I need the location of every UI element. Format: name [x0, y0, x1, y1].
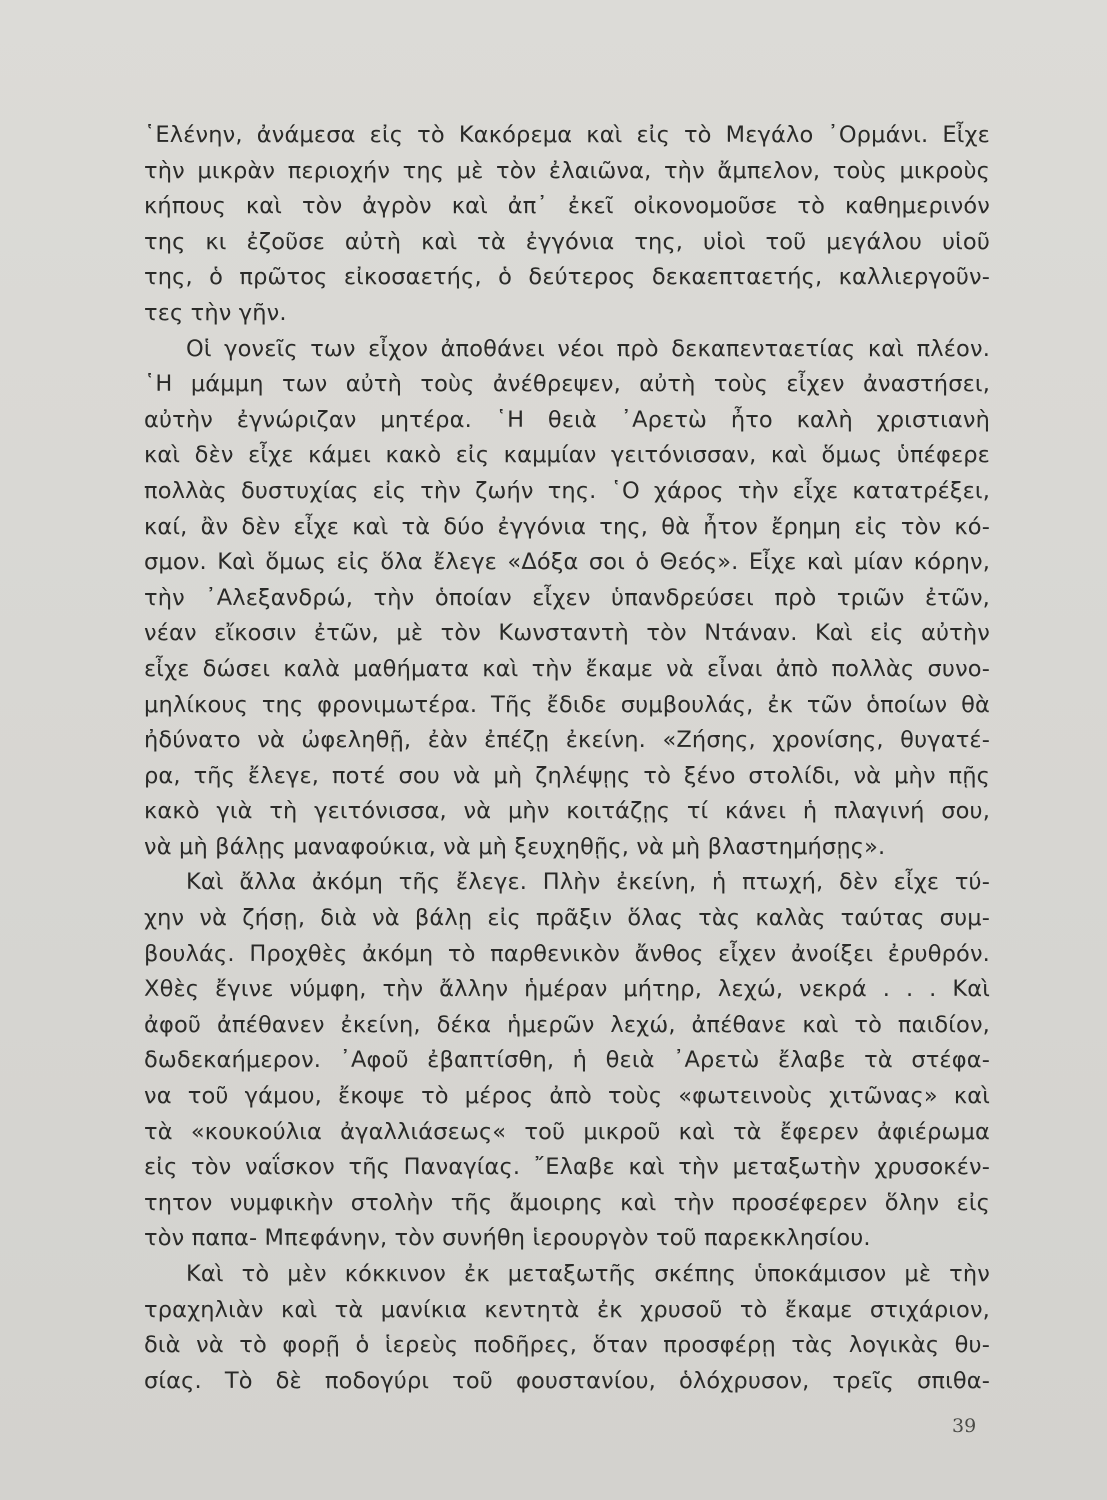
text-line: Χθὲς ἔγινε νύμφη, τὴν ἄλλην ἡμέραν μήτηρ, λεχώ, νεκρά . . . Καὶ [144, 976, 990, 1003]
text-line: καί, ἂν δὲν εἶχε καὶ τὰ δύο ἐγγόνια της, θὰ ἦτον ἔρημη εἰς τὸν κό- [144, 513, 990, 540]
text-line: αὐτὴν ἐγνώριζαν μητέρα. ῾Η θειὰ ᾿Αρετὼ ἦτο καλὴ χριστιανὴ [144, 406, 990, 433]
text-line: Καὶ ἄλλα ἀκόμη τῆς ἔλεγε. Πλὴν ἐκείνη, ἡ πτωχή, δὲν εἶχε τύ- [186, 869, 990, 896]
text-line: να τοῦ γάμου, ἔκοψε τὸ μέρος ἀπὸ τοὺς «φωτεινοὺς χιτῶνας» καὶ [144, 1083, 990, 1110]
text-line: κακὸ γιὰ τὴ γειτόνισσα, νὰ μὴν κοιτάζῃς τί κάνει ἡ πλαγινή σου, [144, 798, 990, 825]
text-line: ἀφοῦ ἀπέθανεν ἐκείνη, δέκα ἡμερῶν λεχώ, ἀπέθανε καὶ τὸ παιδίον, [144, 1011, 990, 1038]
text-line: σμον. Καὶ ὅμως εἰς ὅλα ἔλεγε «Δόξα σοι ὁ Θεός». Εἶχε καὶ μίαν κόρην, [144, 549, 990, 576]
text-line: της κι ἐζοῦσε αὐτὴ καὶ τὰ ἐγγόνια της, υἱοὶ τοῦ μεγάλου υἱοῦ [144, 228, 990, 255]
text-line: ἠδύνατο νὰ ὠφεληθῇ, ἐὰν ἐπέζῃ ἐκείνη. «Ζήσης, χρονίσης, θυγατέ- [144, 727, 990, 754]
text-line: τὰ «κουκούλια ἀγαλλιάσεως« τοῦ μικροῦ καὶ τὰ ἔφερεν ἀφιέρωμα [144, 1118, 990, 1145]
text-line: πολλὰς δυστυχίας εἰς τὴν ζωήν της. ῾Ο χάρος τὴν εἶχε κατατρέξει, [144, 477, 990, 504]
text-line: μηλίκους της φρονιμωτέρα. Τῆς ἔδιδε συμβουλάς, ἐκ τῶν ὁποίων θὰ [144, 691, 990, 718]
text-line: καὶ δὲν εἶχε κάμει κακὸ εἰς καμμίαν γειτόνισσαν, καὶ ὅμως ὑπέφερε [144, 442, 990, 469]
text-line: εἰς τὸν ναΐσκον τῆς Παναγίας. ῎Ελαβε καὶ τὴν μεταξωτὴν χρυσοκέν- [144, 1154, 990, 1181]
text-line: τὸν παπα- Μπεφάνην, τὸν συνήθη ἱερουργὸν τοῦ παρεκκλησίου. [144, 1225, 871, 1252]
text-line: εἶχε δώσει καλὰ μαθήματα καὶ τὴν ἔκαμε νὰ εἶναι ἀπὸ πολλὰς συνο- [144, 655, 990, 682]
body-text [144, 118, 990, 1399]
page-number: 39 [952, 1415, 977, 1437]
text-line: χην νὰ ζήσῃ, διὰ νὰ βάλῃ εἰς πρᾶξιν ὅλας τὰς καλὰς ταύτας συμ- [144, 905, 990, 932]
text-line: της, ὁ πρῶτος εἰκοσαετής, ὁ δεύτερος δεκαεπταετής, καλλιεργοῦν- [144, 264, 990, 291]
text-line: δωδεκαήμερον. ᾿Αφοῦ ἐβαπτίσθη, ἡ θειὰ ᾿Αρετὼ ἔλαβε τὰ στέφα- [144, 1047, 990, 1074]
text-line: τὴν μικρὰν περιοχήν της μὲ τὸν ἐλαιῶνα, τὴν ἄμπελον, τοὺς μικροὺς [144, 157, 990, 184]
text-line: τὴν ᾿Αλεξανδρώ, τὴν ὁποίαν εἶχεν ὑπανδρεύσει πρὸ τριῶν ἐτῶν, [144, 584, 990, 611]
text-line: νὰ μὴ βάλῃς μαναφούκια, νὰ μὴ ξευχηθῇς, νὰ μὴ βλαστημήσῃς». [144, 833, 886, 860]
text-line: διὰ νὰ τὸ φορῇ ὁ ἱερεὺς ποδῆρες, ὅταν προσφέρῃ τὰς λογικὰς θυ- [144, 1332, 990, 1359]
text-line: ρα, τῆς ἔλεγε, ποτέ σου νὰ μὴ ζηλέψῃς τὸ ξένο στολίδι, νὰ μὴν πῇς [144, 762, 990, 789]
text-line: ῾Η μάμμη των αὐτὴ τοὺς ἀνέθρεψεν, αὐτὴ τοὺς εἶχεν ἀναστήσει, [144, 371, 990, 398]
text-line: Οἱ γονεῖς των εἶχον ἀποθάνει νέοι πρὸ δεκαπενταετίας καὶ πλέον. [186, 335, 990, 362]
text-line: Καὶ τὸ μὲν κόκκινον ἐκ μεταξωτῆς σκέπης ὑποκάμισον μὲ τὴν [186, 1261, 990, 1287]
text-line: ῾Ελένην, ἀνάμεσα εἰς τὸ Κακόρεμα καὶ εἰς τὸ Μεγάλο ᾿Ορμάνι. Εἶχε [144, 122, 990, 148]
text-line: κήπους καὶ τὸν ἀγρὸν καὶ ἀπ᾿ ἐκεῖ οἰκονομοῦσε τὸ καθημερινόν [144, 193, 990, 220]
text-line: βουλάς. Προχθὲς ἀκόμη τὸ παρθενικὸν ἄνθος εἶχεν ἀνοίξει ἐρυθρόν. [144, 940, 990, 967]
text-line: τητον νυμφικὴν στολὴν τῆς ἄμοιρης καὶ τὴν προσέφερεν ὅλην εἰς [144, 1189, 990, 1216]
text-line: νέαν εἴκοσιν ἐτῶν, μὲ τὸν Κωνσταντὴ τὸν Ντάναν. Καὶ εἰς αὐτὴν [144, 620, 990, 647]
text-line: τραχηλιὰν καὶ τὰ μανίκια κεντητὰ ἐκ χρυσοῦ τὸ ἔκαμε στιχάριον, [144, 1296, 990, 1323]
text-line: τες τὴν γῆν. [144, 299, 287, 326]
text-line: σίας. Τὸ δὲ ποδογύρι τοῦ φουστανίου, ὁλόχρυσον, τρεῖς σπιθα- [144, 1367, 990, 1394]
